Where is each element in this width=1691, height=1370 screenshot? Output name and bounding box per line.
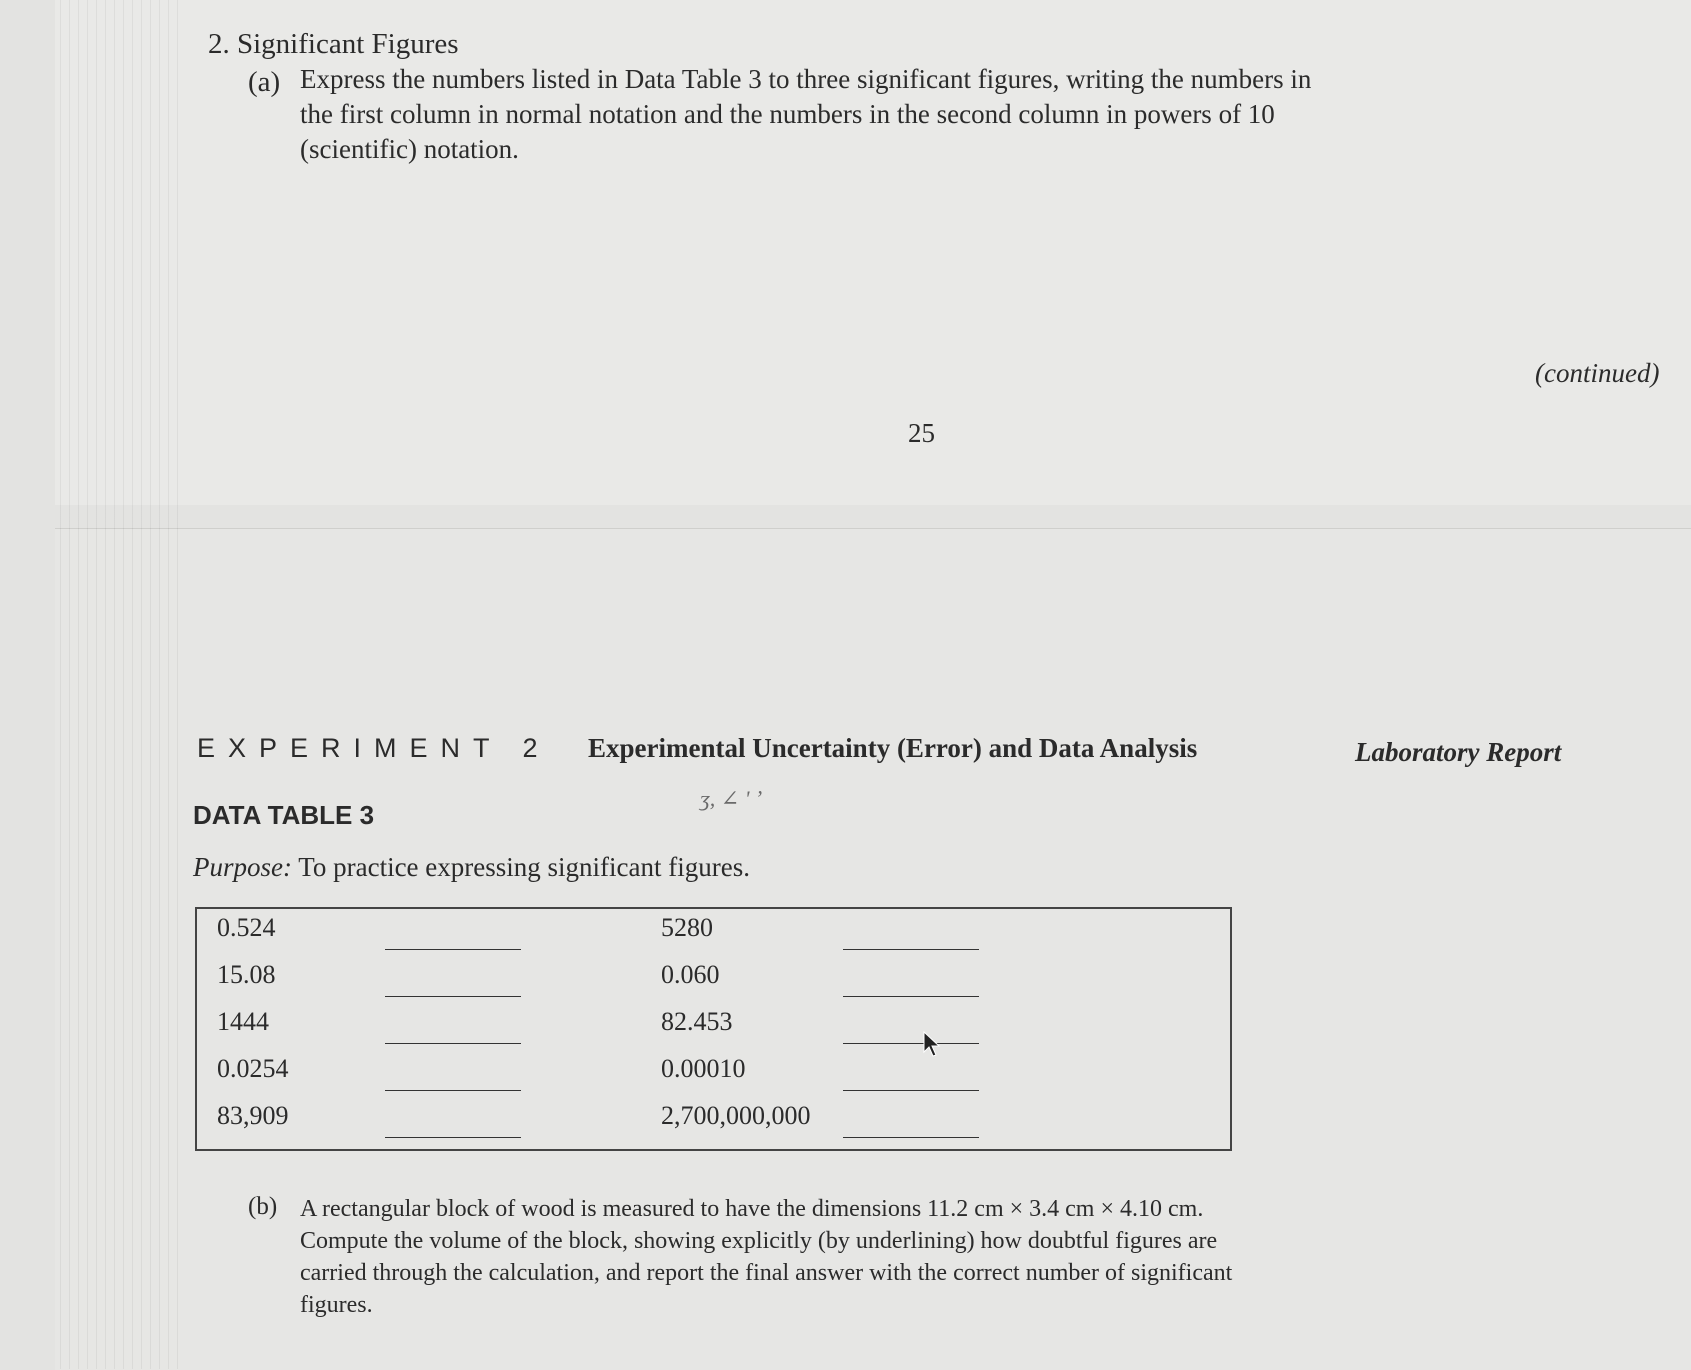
purpose-line bbox=[193, 852, 750, 883]
right-value: 2,700,000,000 bbox=[661, 1101, 811, 1130]
question-2-title: 2. Significant Figures bbox=[208, 28, 459, 60]
mouse-pointer-icon bbox=[922, 1030, 946, 1058]
data-table-title: DATA TABLE 3 bbox=[193, 800, 375, 830]
answer-blank-left[interactable] bbox=[385, 949, 521, 950]
answer-blank-right[interactable] bbox=[843, 1090, 979, 1091]
binding-shadow bbox=[60, 0, 180, 1369]
data-table-3 bbox=[195, 907, 1232, 1151]
page-number: 25 bbox=[908, 418, 935, 448]
answer-blank-left[interactable] bbox=[385, 1090, 521, 1091]
continued-note: (continued) bbox=[1535, 358, 1660, 388]
left-value: 15.08 bbox=[217, 960, 276, 989]
experiment-title: Experimental Uncertainty (Error) and Data Analysis bbox=[588, 733, 1198, 763]
table-row bbox=[197, 913, 1230, 959]
answer-blank-left[interactable] bbox=[385, 1137, 521, 1138]
experiment-header: EXPERIMENT 2 bbox=[197, 733, 551, 763]
laboratory-report-label: Laboratory Report bbox=[1355, 737, 1562, 767]
part-b-label: (b) bbox=[248, 1193, 278, 1220]
part-a-label: (a) bbox=[248, 66, 281, 98]
table-row bbox=[197, 960, 1230, 1006]
right-value: 0.00010 bbox=[661, 1054, 746, 1083]
table-row bbox=[197, 1054, 1230, 1100]
answer-blank-right[interactable] bbox=[843, 1137, 979, 1138]
purpose-label: Purpose: bbox=[193, 852, 292, 882]
right-value: 0.060 bbox=[661, 960, 720, 989]
answer-blank-right[interactable] bbox=[843, 996, 979, 997]
answer-blank-left[interactable] bbox=[385, 996, 521, 997]
left-value: 0.524 bbox=[217, 913, 276, 942]
purpose-text: To practice expressing significant figures. bbox=[291, 852, 750, 882]
left-value: 0.0254 bbox=[217, 1054, 289, 1083]
table-row bbox=[197, 1101, 1230, 1147]
answer-blank-left[interactable] bbox=[385, 1043, 521, 1044]
handwritten-mark: ʒ, ∠ ' ʼ bbox=[700, 786, 763, 811]
part-a-text: Express the numbers listed in Data Table 3 to three significant figures, writing the numbers in the first column in normal notation and the numbers in the second column in powers of 10 (scientific) notation. bbox=[300, 64, 1312, 164]
right-value: 5280 bbox=[661, 913, 713, 942]
right-value: 82.453 bbox=[661, 1007, 733, 1036]
answer-blank-right[interactable] bbox=[843, 1043, 979, 1044]
part-b-text: A rectangular block of wood is measured to have the dimensions 11.2 cm × 3.4 cm × 4.10 cm. Compute the volume of the block, showing explicitly (by underlining) how doubtful figures are carried through the calculation, and report the final answer with the correct number of significant figures. bbox=[300, 1196, 1233, 1318]
left-value: 83,909 bbox=[217, 1101, 289, 1130]
answer-blank-right[interactable] bbox=[843, 949, 979, 950]
left-value: 1444 bbox=[217, 1007, 269, 1036]
table-row bbox=[197, 1007, 1230, 1053]
